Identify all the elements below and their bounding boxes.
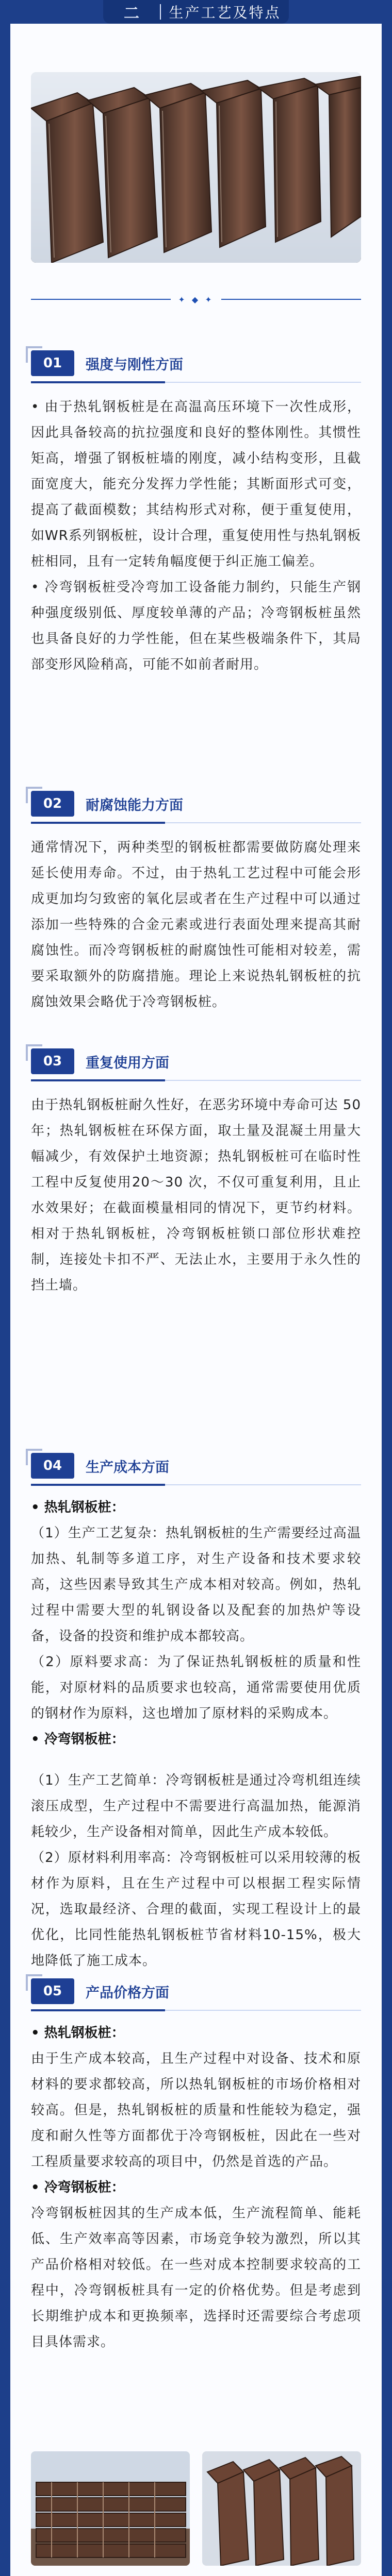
section-title: 生产工艺及特点 xyxy=(169,4,281,21)
paragraph: 冷弯钢板桩因其的生产成本低，生产流程简单、能耗低、生产效率高等因素，市场竞争较为激烈，所以其产品价格相对较低。在一些对成本控制要求较高的工程中，冷弯钢板桩具有一定的价格优势。但是考虑到长期维护成本和更换频率，选择时还需要综合考虑项目具体需求。 xyxy=(31,2206,361,2350)
pile-profile-illustration xyxy=(202,2451,361,2566)
paragraph: （2）原材料利用率高：冷弯钢板桩可以采用较薄的板材作为原料，且在生产过程中可以根据工程实际情况，选取最经济、合理的截面，实现工程设计上的最优化，比同性能热轧钢板桩节省材料10-15%，极大地降低了施工成本。 xyxy=(31,1850,361,1969)
heading-underline xyxy=(31,2010,361,2011)
section-badge: 04 xyxy=(31,1453,74,1479)
paragraph: （1）生产工艺复杂：热轧钢板桩的生产需要经过高温加热、轧制等多道工序，对生产设备和技术要求较高，这些因素导致其生产成本相对较高。例如，热轧过程中需要大型的轧钢设备以及配套的加热炉等设备，设备的投资和维护成本都较高。 xyxy=(31,1526,361,1644)
section-heading xyxy=(31,1046,361,1077)
bottom-photo-row xyxy=(31,2451,361,2566)
heading-underline xyxy=(31,382,361,383)
section-reuse xyxy=(31,1046,361,1298)
subheading-cold-formed: • 冷弯钢板桩： xyxy=(31,1732,125,1747)
section-production-cost xyxy=(31,1450,361,1974)
product-photo-right xyxy=(202,2451,361,2566)
section-strength xyxy=(31,348,361,677)
steel-pile-illustration xyxy=(31,72,361,263)
section-heading-title: 重复使用方面 xyxy=(86,1055,169,1071)
paragraph: 通常情况下，两种类型的钢板桩都需要做防腐处理来延长使用寿命。不过，由于热轧工艺过程中可能会形成更加均匀致密的氧化层或者在生产过程中可以通过添加一些特殊的合金元素或进行表面处理来提高其耐腐蚀性。而冷弯钢板桩的耐腐蚀性可能相对较差，需要采取额外的防腐措施。理论上来说热轧钢板桩的抗腐蚀效果会略优于冷弯钢板桩。 xyxy=(31,840,361,1010)
steel-sheet-pile-photo xyxy=(31,72,361,263)
section-badge: 03 xyxy=(31,1048,74,1074)
section-heading xyxy=(31,1976,361,2007)
section-header-tab xyxy=(103,0,289,24)
paragraph: 由于热轧钢板桩耐久性好，在恶劣环境中寿命可达 50 年；热轧钢板桩在环保方面，取土量及混凝土用量大幅减少，有效保护土地资源；热轧钢板桩可在临时性工程中反复使用20～30 次，不仅可重复利用，且止水效果好；在截面模量相同的情况下，更节约材料。相对于热轧钢板桩，冷弯钢板桩锁口部位形状难控制，连接处卡扣不严、无法止水，主要用于永久性的挡土墙。 xyxy=(31,1097,361,1293)
paragraph: • 由于热轧钢板桩是在高温高压环境下一次性成形，因此具备较高的抗拉强度和良好的整体刚性。其惯性矩高，增强了钢板桩墙的刚度，减小结构变形，且截面宽度大，能充分发挥力学性能；其断面形式可变，提高了截面模数；其结构形式对称，便于重复使用，如WR系列钢板桩，设计合理，重复使用性与热轧钢板桩相同，且有一定转角幅度便于纠正施工偏差。 xyxy=(31,399,361,569)
section-heading-title: 强度与刚性方面 xyxy=(86,357,183,373)
stacked-piles-illustration xyxy=(31,2451,190,2566)
section-corrosion xyxy=(31,788,361,1015)
subheading-cold-formed: • 冷弯钢板桩： xyxy=(31,2180,125,2195)
section-badge: 05 xyxy=(31,1978,74,2004)
section-heading-title: 耐腐蚀能力方面 xyxy=(86,797,183,814)
section-number: 二 xyxy=(124,5,139,23)
section-badge: 02 xyxy=(31,791,74,817)
paragraph: 由于生产成本较高，且生产过程中对设备、技术和原材料的要求都较高，所以热轧钢板桩的市场价格相对较高。但是，热轧钢板桩的质量和性能较为稳定，强度和耐久性等方面都优于冷弯钢板桩，因此在一些对工程质量要求较高的项目中，仍然是首选的产品。 xyxy=(31,2051,361,2170)
divider-line-right xyxy=(221,299,361,300)
subheading-hot-rolled: • 热轧钢板桩： xyxy=(31,2025,125,2041)
product-photo-left xyxy=(31,2451,190,2566)
paragraph: • 冷弯钢板桩受冷弯加工设备能力制约，只能生产钢种强度级别低、厚度较单薄的产品；冷弯钢板桩虽然也具备良好的力学性能，但在某些极端条件下，其局部变形风险稍高，可能不如前者耐用。 xyxy=(31,580,361,672)
section-heading xyxy=(31,348,361,379)
ornamental-divider xyxy=(31,295,361,303)
section-heading-title: 生产成本方面 xyxy=(86,1459,169,1476)
subheading-hot-rolled: • 热轧钢板桩： xyxy=(31,1500,125,1515)
divider-mark: ✦ ◆ ✦ xyxy=(178,294,214,304)
heading-underline xyxy=(31,822,361,823)
heading-underline xyxy=(31,1080,361,1081)
section-badge: 01 xyxy=(31,350,74,376)
paragraph: （1）生产工艺简单：冷弯钢板桩是通过冷弯机组连续滚压成型，生产过程中不需要进行高温加热，能源消耗较少，生产设备相对简单，因此生产成本较低。 xyxy=(31,1773,361,1840)
section-heading-title: 产品价格方面 xyxy=(86,1985,169,2001)
divider-line-left xyxy=(31,299,171,300)
heading-underline xyxy=(31,1484,361,1485)
section-heading xyxy=(31,1450,361,1481)
section-heading xyxy=(31,788,361,819)
paragraph: （2）原料要求高：为了保证热轧钢板桩的质量和性能，对原材料的品质要求也较高，通常需要使用优质的钢材作为原料，这也增加了原材料的采购成本。 xyxy=(31,1654,361,1721)
section-price xyxy=(31,1976,361,2355)
